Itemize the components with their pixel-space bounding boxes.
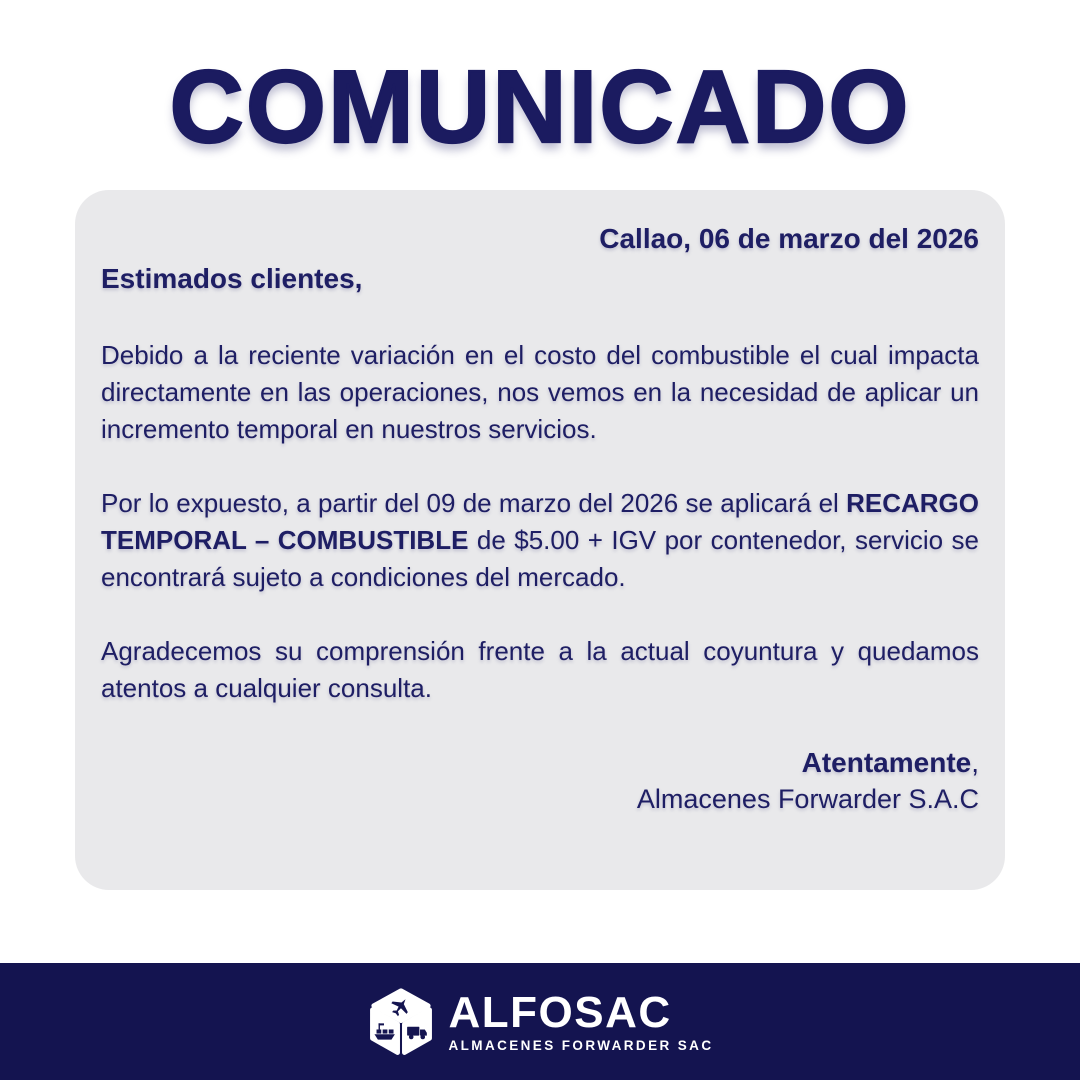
page-title: COMUNICADO <box>169 49 911 164</box>
letter-card <box>75 190 1005 890</box>
paragraph-2-text-pre: Por lo expuesto, a partir del 09 de marzo del 2026 se aplicará el <box>101 488 847 518</box>
letter-closing <box>101 744 979 781</box>
brand-name: ALFOSAC <box>448 987 672 1037</box>
letter-paragraph-1: Debido a la reciente variación en el costo del combustible el cual impacta directamente en las operaciones, nos vemos en la necesidad de aplicar un incremento temporal en nuestros servicios. <box>101 340 979 444</box>
letter-paragraph-2 <box>101 485 979 596</box>
closing-comma: , <box>971 747 979 778</box>
logistics-cube-icon <box>367 988 435 1056</box>
footer-band <box>0 963 1080 1080</box>
letter-paragraph-3: Agradecemos su comprensión frente a la actual coyuntura y quedamos atentos a cualquier consulta. <box>101 636 979 703</box>
letter-signature: Almacenes Forwarder S.A.C <box>636 784 979 814</box>
company-logo <box>367 988 714 1056</box>
paragraph-2-text-post: de $5.00 + IGV por contenedor, servicio se encontrará sujeto a condiciones del mercado. <box>101 525 979 592</box>
brand-subtitle: ALMACENES FORWARDER SAC <box>448 1037 714 1053</box>
letter-greeting: Estimados clientes, <box>101 263 363 294</box>
letter-date: Callao, 06 de marzo del 2026 <box>599 223 979 254</box>
paragraph-2-highlight: RECARGO TEMPORAL – COMBUSTIBLE <box>101 488 979 555</box>
logo-text-block <box>448 987 714 1053</box>
closing-word: Atentamente <box>801 747 972 778</box>
